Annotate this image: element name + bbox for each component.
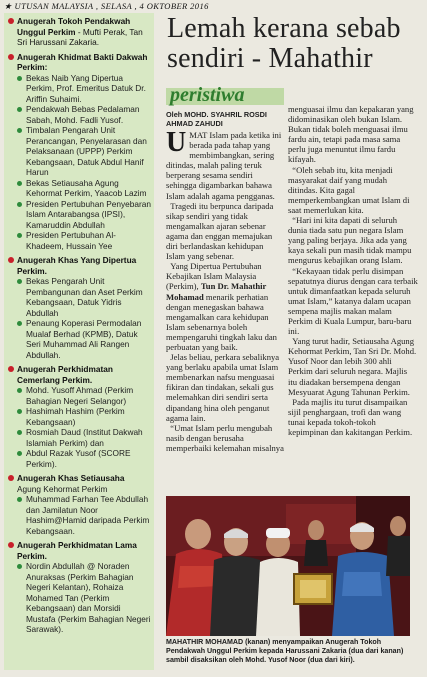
sidebar-section (4, 540, 154, 635)
paragraph: Yang Dipertua Pertubuhan Kebajikan Islam Malaysia (Perkim), Tun Dr. Mahathir Mohamad menarik perhatian dengan menegaskan bahawa mengamalkan cara kehidupan Islam sebenarnya boleh mempengaruhi tingkah laku dan perbuatan yang baik. (166, 261, 277, 352)
list-item: Nordin Abdullah @ Noraden Anuraksas (Perkim Bahagian Negeri Kelantan), Rohaiza Mohamed Tan (Perkim Kebangsaan) dan Morsidi Mustafa (Perkim Bahagian Negeri Sarawak). (7, 561, 151, 635)
section-kicker (166, 84, 286, 108)
list-item: Hashimah Hashim (Perkim Kebangsaan) (7, 406, 151, 427)
red-bullet-icon (8, 257, 14, 263)
list-item: Bekas Pengarah Unit Pembangunan dan Aset Perkim Kebangsaan, Datuk Yidris Abdullah (7, 276, 151, 318)
green-bullet-icon (17, 564, 22, 569)
red-bullet-icon (8, 18, 14, 24)
section-subtitle: - Mufti Perak, Tan Sri Harussani Zakaria. (17, 26, 143, 47)
section-title: Anugerah Tokoh Pendakwah Unggul Perkim (17, 16, 131, 37)
section-title: Anugerah Perkhidmatan Cemerlang Perkim. (17, 364, 113, 385)
green-bullet-icon (17, 279, 22, 284)
sidebar-section (4, 473, 154, 536)
list-item: Bekas Setiausaha Agung Kehormat Perkim, Yaacob Lazim (7, 178, 151, 199)
event-photo (166, 496, 410, 636)
green-bullet-icon (17, 388, 22, 393)
green-bullet-icon (17, 128, 22, 133)
byline: Oleh MOHD. SYAHRIL ROSDI AHMAD ZAHUDI (166, 110, 267, 128)
paragraph: “Oleh sebab itu, kita menjadi masyarakat daif yang mudah ditindas. Kita gagal memperkembangkan umat Islam di saat memerlukan kita. (288, 164, 410, 215)
list-item: Presiden Pertubuhan Penyebaran Islam Antarabangsa (IPSI), Kamaruddin Abdullah (7, 199, 151, 231)
paragraph: Tragedi itu berpunca daripada sikap sendiri yang tidak mengamalkan ajaran sebenar agama dan enggan memajukan diri berlandaskan kehidupan Islam yang sebenar. (166, 200, 274, 262)
paragraph: Yang turut hadir, Setiausaha Agung Kehormat Perkim, Tan Sri Dr. Mohd. Yusof Noor dan lebih 300 ahli Perkim dari seluruh negara. Majlis itu diadakan bersempena dengan Mesyuarat Agung Tahunan Perkim. (288, 336, 417, 397)
paragraph: “Umat Islam perlu mengubah nasib dengan berusaha memperbaiki kelemahan misalnya (166, 422, 284, 453)
article-column-1 (166, 130, 284, 482)
section-subtitle: Agung Kehormat Perkim (17, 483, 108, 494)
section-heading (7, 255, 151, 276)
paragraph: “Hari ini kita dapati di seluruh dunia tiada satu pun negara Islam yang paling berjaya. Jika ada yang kaya sekali pun masih tidak mampu mengurus kebajikan orang Islam. (288, 215, 412, 266)
red-bullet-icon (8, 54, 14, 60)
sidebar-section (4, 16, 154, 48)
sidebar-section (4, 255, 154, 360)
green-bullet-icon (17, 181, 22, 186)
list-item: Pendakwah Bebas Pedalaman Sabah, Mohd. Fadli Yusof. (7, 104, 151, 125)
paragraph: UMAT Islam pada ketika ini berada pada tahap yang membimbangkan, sering ditindas, malah paling teruk berperang sesama sendiri sehingga digambarkan bahawa Islam adalah agama pengganas. (166, 130, 282, 201)
red-bullet-icon (8, 366, 14, 372)
green-bullet-icon (17, 409, 22, 414)
green-bullet-icon (17, 451, 22, 456)
section-title: Anugerah Khas Setiausaha (17, 473, 125, 483)
list-item: Bekas Naib Yang Dipertua Perkim, Prof. Emeritus Datuk Dr. Ariffin Suhaimi. (7, 73, 151, 105)
section-title: Anugerah Khas Yang Dipertua Perkim. (17, 255, 137, 276)
red-bullet-icon (8, 542, 14, 548)
section-title: Anugerah Perkhidmatan Lama Perkim. (17, 540, 137, 561)
section-heading (7, 16, 151, 48)
list-item: Presiden Pertubuhan Al-Khadeem, Hussain Yee (7, 230, 151, 251)
kicker-label: peristiwa (170, 84, 245, 106)
list-item: Penaung Koperasi Permodalan Mualaf Berhad (KPMB), Datuk Seri Muhammad Ali Rangen Abdullah. (7, 318, 151, 360)
green-bullet-icon (17, 497, 22, 502)
list-item: Muhammad Farhan Tee Abdullah dan Jamilatun Noor Hashim@Hamid daripada Perkim Kebangsaan. (7, 494, 151, 536)
drop-cap: U (166, 130, 187, 158)
photo-caption: MAHATHIR MOHAMAD (kanan) menyampaikan Anugerah Tokoh Pendakwah Unggul Perkim kepada Harussani Zakaria (dua dari kanan) sambil disaksikan oleh Mohd. Yusof Noor (dua dari kiri). (166, 638, 404, 664)
sidebar-section (4, 52, 154, 252)
list-item: Mohd. Yusoff Ahmad (Perkim Bahagian Negeri Selangor) (7, 385, 151, 406)
list-item: Abdul Razak Yusof (SCORE Perkim). (7, 448, 151, 469)
award-recipients-sidebar (4, 13, 154, 670)
paragraph: Pada majlis itu turut disampaikan sijil penghargaan, trofi dan wang tunai kepada tokoh-tokoh kepimpinan dan kakitangan Perkim. (288, 396, 413, 437)
paragraph: menguasai ilmu dan kepakaran yang didominasikan oleh bukan Islam. Bukan tidak boleh menguasai ilmu fardu ain, tetapi pada masa sama perlu juga menuntut ilmu fardu kifayah. (288, 104, 414, 165)
newspaper-masthead: ★ UTUSAN MALAYSIA , SELASA , 4 OKTOBER 2016 (4, 1, 209, 11)
article-column-2 (288, 104, 418, 484)
green-bullet-icon (17, 233, 22, 238)
paragraph: “Kekayaan tidak perlu disimpan sepatutnya diurus dengan cara terbaik untuk dimanfaatkan kepada seluruh umat Islam,” katanya dalam ucapan sempena majlis makan malam Perkim di Kuala Lumpur, baru-baru ini. (288, 265, 418, 337)
sidebar-section (4, 364, 154, 469)
article-headline: Lemah kerana sebab sendiri - Mahathir (167, 13, 401, 74)
section-title: Anugerah Khidmat Bakti Dakwah Perkim: (17, 51, 148, 72)
section-heading (7, 540, 151, 561)
section-heading (7, 473, 151, 484)
list-item: Timbalan Pengarah Unit Perancangan, Penyelarasan dan Pelaksanaan (UPPP) Perkim Kebangsaan, Datuk Abdul Hanif Harun (7, 125, 151, 178)
section-heading (7, 52, 151, 73)
green-bullet-icon (17, 430, 22, 435)
list-item: Rosmiah Daud (Institut Dakwah Islamiah Perkim) dan (7, 427, 151, 448)
green-bullet-icon (17, 202, 22, 207)
section-heading (7, 364, 151, 385)
paragraph: Jelas beliau, perkara sebaliknya yang berlaku apabila umat Islam membenarkan nafsu menguasai fikiran dan tindakan, sekali gus melemahkan diri sendiri serta dipandang hina oleh penganut agama lain. (166, 352, 280, 423)
red-bullet-icon (8, 475, 14, 481)
green-bullet-icon (17, 76, 22, 81)
green-bullet-icon (17, 107, 22, 112)
green-bullet-icon (17, 321, 22, 326)
